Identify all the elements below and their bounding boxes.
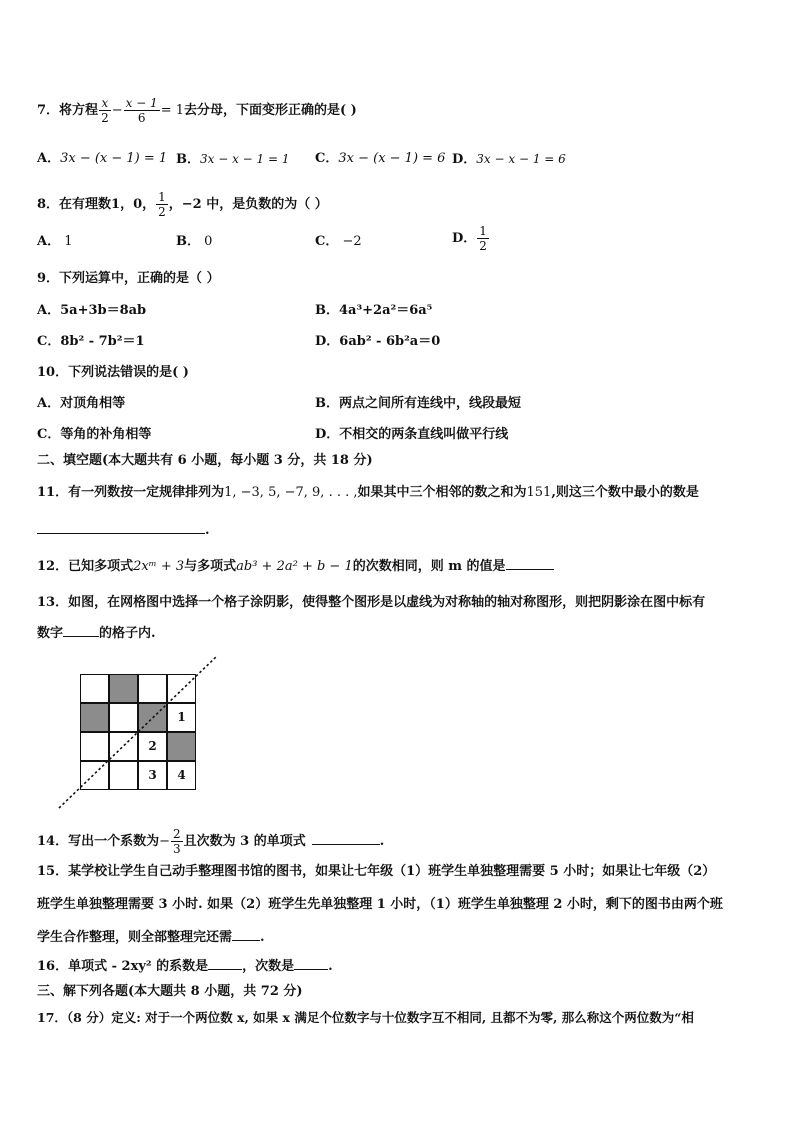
question-text: 与多项式	[184, 559, 237, 574]
punctuation: .	[205, 523, 210, 538]
minus-sign: −	[111, 103, 123, 118]
question-text: 下列运算中，正确的是（ ）	[59, 271, 220, 286]
option-label: D．	[452, 152, 477, 167]
option-label: D．	[452, 231, 477, 246]
numerator: x − 1	[125, 96, 158, 110]
option-text: 不相交的两条直线叫做平行线	[339, 427, 509, 442]
question-text: 已知多项式	[68, 559, 134, 574]
question-number: 16．	[37, 959, 69, 974]
question-13	[37, 594, 705, 612]
question-7	[37, 96, 357, 125]
question-9	[37, 270, 220, 288]
minus-sign: −	[159, 834, 171, 849]
punctuation: .	[260, 930, 265, 945]
option-c[interactable]	[315, 150, 445, 168]
question-text: ,则这三个数中最小的数是	[551, 485, 699, 500]
question-text: 有一列数按一定规律排列为	[68, 485, 225, 500]
question-number: 8．	[37, 197, 60, 212]
question-15-line2: 班学生单独整理需要 3 小时. 如果（2）班学生先单独整理 1 小时，（1）班学生单独整理 2 小时，剩下的图书由两个班	[37, 897, 723, 912]
option-a[interactable]	[37, 395, 125, 413]
question-number: 10．	[37, 365, 69, 380]
question-text: 如果其中三个相邻的数之和为	[357, 485, 527, 500]
option-label: A．	[37, 234, 61, 249]
option-b[interactable]	[176, 233, 212, 251]
option-c[interactable]	[37, 333, 145, 351]
question-text: （8 分）定义: 对于一个两位数 x, 如果 x 满足个位数字与十位数字互不相同, 且都不为零, 那么称这个两位数为“相	[66, 1010, 694, 1025]
answer-blank[interactable]	[208, 957, 242, 970]
question-10	[37, 364, 189, 382]
option-text: 3x − x − 1 = 1	[200, 152, 290, 166]
answer-line	[37, 521, 210, 540]
question-15	[37, 863, 715, 881]
question-text: 在有理数1，0，	[59, 197, 156, 212]
question-number: 14．	[37, 834, 69, 849]
option-label: A．	[37, 396, 61, 411]
question-14	[37, 827, 384, 856]
fraction	[99, 96, 111, 125]
answer-blank[interactable]	[294, 957, 328, 970]
denominator: 3	[173, 842, 181, 856]
polynomial: 2xᵐ + 3	[133, 559, 185, 574]
equals-one: = 1	[160, 103, 184, 118]
option-label: C．	[315, 151, 339, 166]
option-label: B．	[176, 234, 200, 249]
cell-label: 3	[148, 768, 157, 782]
option-a[interactable]	[37, 233, 73, 251]
section-heading: 二、填空题(本大题共有 6 小题，每小题 3 分，共 18 分)	[37, 453, 373, 468]
question-13-line2	[37, 624, 156, 643]
option-c[interactable]	[37, 426, 151, 444]
polynomial: ab³ + 2a² + b − 1	[236, 559, 353, 574]
option-label: C．	[315, 234, 339, 249]
question-8	[37, 190, 328, 219]
option-text: 1	[64, 234, 73, 249]
option-label: A．	[37, 151, 61, 166]
fraction	[124, 96, 160, 125]
question-text: ，−2 中，是负数的为（ ）	[168, 197, 328, 212]
answer-blank[interactable]	[312, 832, 380, 845]
question-text: 的格子内.	[99, 626, 156, 641]
option-text: 两点之间所有连线中，线段最短	[339, 396, 522, 411]
question-text: 且次数为 3 的单项式	[183, 834, 306, 849]
option-a[interactable]	[37, 302, 146, 320]
option-label: A．	[37, 303, 61, 318]
fraction	[477, 224, 489, 253]
question-text: 如图，在网格图中选择一个格子涂阴影，使得整个图形是以虚线为对称轴的轴对称图形，则把阴影涂在图中标有	[68, 595, 706, 610]
option-c[interactable]	[315, 233, 362, 251]
option-text: 对顶角相等	[60, 396, 126, 411]
option-text: 等角的补角相等	[60, 427, 152, 442]
question-text: 学生合作整理，则全部整理完还需	[37, 930, 233, 945]
denominator: 2	[479, 239, 487, 253]
denominator: 2	[101, 111, 109, 125]
question-15-line3	[37, 928, 265, 947]
punctuation: .	[379, 834, 385, 849]
answer-blank[interactable]	[37, 521, 205, 534]
question-text: 某学校让学生自己动手整理图书馆的图书，如果让七年级（1）班学生单独整理需要 5 小时；如果让七年级（2）	[68, 864, 716, 879]
option-text: −2	[342, 234, 362, 249]
option-label: C．	[37, 427, 61, 442]
numerator: x	[101, 96, 109, 110]
option-text: 4a³+2a²＝6a⁵	[339, 303, 433, 318]
question-number: 11．	[37, 485, 69, 500]
question-text: 将方程	[59, 103, 99, 118]
option-b[interactable]	[315, 395, 521, 413]
question-text: 的次数相同，则 m 的值是	[352, 559, 506, 574]
punctuation: .	[328, 959, 333, 974]
numerator: 1	[479, 224, 487, 238]
question-number: 15．	[37, 864, 69, 879]
question-text: 去分母，下面变形正确的是( )	[184, 103, 357, 118]
cell-label: 1	[177, 710, 186, 724]
question-number: 13．	[37, 595, 69, 610]
sum-value: 151	[526, 485, 552, 500]
option-b[interactable]	[315, 302, 432, 320]
question-text: ，次数是	[242, 959, 295, 974]
symmetry-axis	[55, 652, 225, 812]
answer-blank[interactable]	[506, 557, 554, 570]
denominator: 6	[124, 110, 160, 125]
fraction	[171, 827, 183, 856]
question-number: 12．	[37, 559, 69, 574]
question-number: 9．	[37, 271, 60, 286]
option-d[interactable]	[452, 150, 566, 169]
cell-label: 4	[177, 768, 186, 782]
cell-label: 2	[148, 739, 157, 753]
answer-blank[interactable]	[63, 624, 99, 637]
denominator: 2	[158, 205, 166, 219]
question-17	[37, 1009, 694, 1027]
question-16	[37, 957, 333, 976]
option-text: 0	[204, 234, 213, 249]
question-text: 单项式 - 2xy² 的系数是	[68, 959, 209, 974]
question-text: 数字	[37, 626, 64, 641]
option-label: B．	[315, 303, 339, 318]
option-text: 5a+3b＝8ab	[60, 303, 147, 318]
question-text: 写出一个系数为	[68, 834, 160, 849]
option-text: 3x − x − 1 = 6	[476, 152, 566, 166]
dashed-axis-line	[59, 656, 217, 808]
numerator: 2	[173, 827, 181, 841]
option-label: C．	[37, 334, 61, 349]
section-heading: 三、解下列各题(本大题共 8 小题，共 72 分)	[37, 984, 303, 999]
fraction	[156, 190, 168, 219]
question-number: 17．	[37, 1010, 67, 1025]
option-b[interactable]	[176, 150, 290, 169]
numerator: 1	[158, 190, 166, 204]
question-12	[37, 557, 554, 576]
question-number: 7．	[37, 103, 60, 118]
question-text: 下列说法错误的是( )	[68, 365, 189, 380]
option-text: 3x − (x − 1) = 6	[338, 151, 446, 166]
option-a[interactable]	[37, 150, 167, 168]
question-11	[37, 484, 699, 502]
sequence: 1, −3, 5, −7, 9, . . . ,	[224, 485, 358, 500]
answer-blank[interactable]	[232, 928, 260, 941]
option-label: B．	[315, 396, 339, 411]
option-text: 3x − (x − 1) = 1	[60, 151, 168, 166]
option-text: 6ab² - 6b²a＝0	[339, 334, 441, 349]
option-d[interactable]	[315, 426, 508, 444]
option-d[interactable]	[315, 333, 440, 351]
option-text: 8b² - 7b²＝1	[60, 334, 145, 349]
option-label: D．	[315, 427, 340, 442]
option-d[interactable]	[452, 224, 490, 253]
option-label: B．	[176, 152, 200, 167]
option-label: D．	[315, 334, 340, 349]
